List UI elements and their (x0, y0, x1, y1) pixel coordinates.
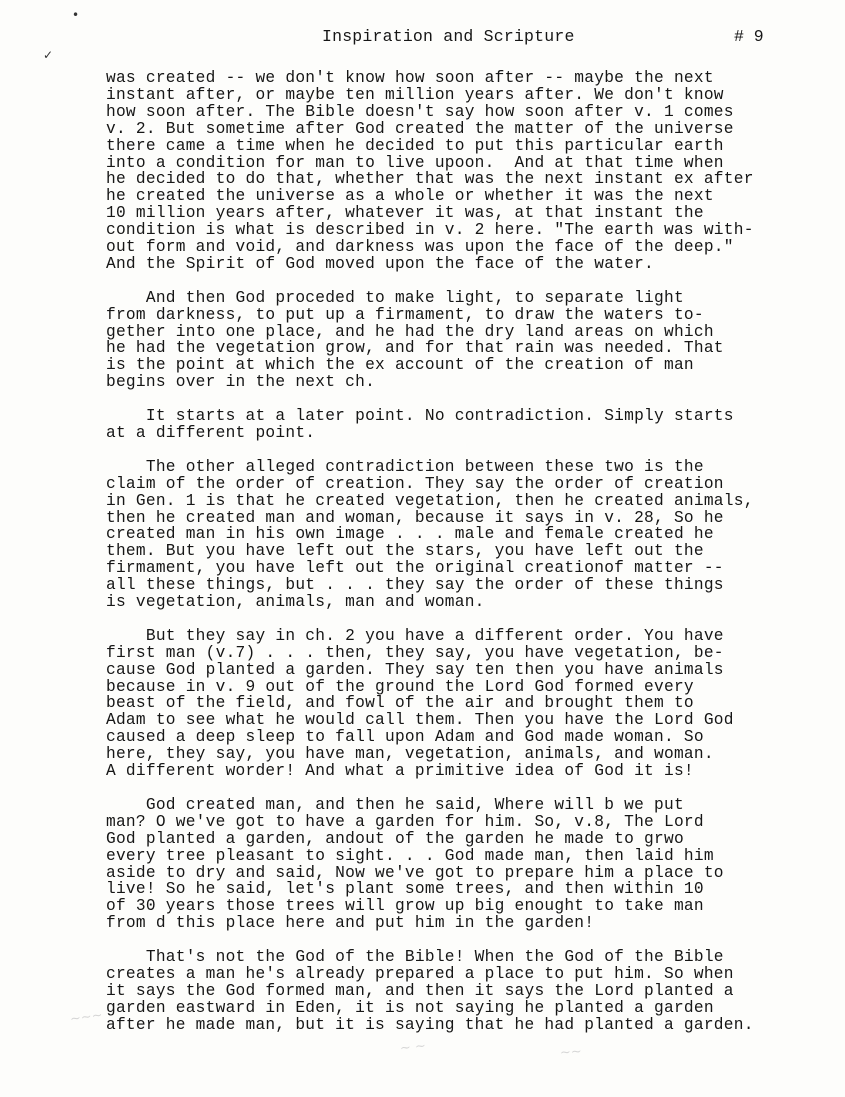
text-line: And the Spirit of God moved upon the face of the water. (106, 254, 655, 273)
text-line: aside to dry and said, Now we've got to prepare him a place to (106, 863, 724, 882)
text-line: It starts at a later point. No contradiction. Simply starts (106, 407, 734, 426)
text-line: caused a deep sleep to fall upon Adam and God made woman. So (106, 728, 704, 747)
document-body (106, 70, 806, 1050)
text-line: God planted a garden, andout of the garden he made to grwo (106, 829, 684, 848)
text-line: instant after, or maybe ten million years after. We don't know (106, 85, 724, 104)
paragraph (106, 70, 806, 273)
text-line: God created man, and then he said, Where will b we put (106, 795, 684, 814)
text-line: he created the universe as a whole or whether it was the next (106, 187, 714, 206)
text-line: created man in his own image . . . male and female created he (106, 525, 714, 544)
text-line: them. But you have left out the stars, you have left out the (106, 542, 704, 561)
bleed-through-scribble: ~ ~ (399, 1038, 427, 1057)
text-line: here, they say, you have man, vegetation, animals, and woman. (106, 745, 714, 764)
text-line: begins over in the next ch. (106, 373, 376, 392)
bleed-through-scribble: ~~~ (69, 1007, 104, 1028)
paragraph (106, 797, 806, 932)
text-line: 10 million years after, whatever it was, at that instant the (106, 204, 704, 223)
text-line: at a different point. (106, 424, 316, 442)
text-line: all these things, but . . . they say the order of these things (106, 576, 724, 595)
text-line: then he created man and woman, because it says in v. 28, So he (106, 508, 724, 527)
text-line: how soon after. The Bible doesn't say how soon after v. 1 comes (106, 102, 734, 121)
text-line: of 30 years those trees will grow up big enought to take man (106, 897, 704, 916)
text-line: live! So he said, let's plant some trees, and then within 10 (106, 880, 704, 899)
text-line: A different worder! And what a primitive idea of God it is! (106, 762, 694, 781)
text-line: But they say in ch. 2 you have a different order. You have (106, 626, 724, 645)
corner-mark: ✓ (43, 48, 54, 62)
text-line: man? O we've got to have a garden for him. So, v.8, The Lord (106, 812, 704, 831)
page-number: # 9 (734, 27, 764, 46)
text-line: from d this place here and put him in the garden! (106, 914, 595, 933)
paragraph (106, 290, 806, 391)
text-line: firmament, you have left out the original creationof matter -- (106, 559, 724, 578)
text-line: claim of the order of creation. They say the order of creation (106, 474, 724, 493)
text-line: The other alleged contradiction between these two is the (106, 457, 704, 476)
text-line: Adam to see what he would call them. Then you have the Lord God (106, 711, 734, 730)
text-line: every tree pleasant to sight. . . God made man, then laid him (106, 846, 714, 865)
text-line: is the point at which the ex account of the creation of man (106, 356, 694, 375)
text-line: And then God proceded to make light, to separate light (106, 288, 684, 307)
paragraph (106, 408, 806, 442)
text-line: was created -- we don't know how soon after -- maybe the next (106, 69, 714, 87)
text-line: it says the God formed man, and then it says the Lord planted a (106, 981, 734, 1000)
paragraph (106, 628, 806, 780)
text-line: in Gen. 1 is that he created vegetation, then he created animals, (106, 491, 754, 510)
text-line: first man (v.7) . . . then, they say, you have vegetation, be- (106, 643, 724, 662)
text-line: he decided to do that, whether that was the next instant ex after (106, 170, 754, 189)
text-line: after he made man, but it is saying that he had planted a garden. (106, 1015, 754, 1034)
text-line: into a condition for man to live upoon. And at that time when (106, 153, 724, 172)
text-line: That's not the God of the Bible! When the God of the Bible (106, 948, 724, 967)
paragraph (106, 459, 806, 611)
page-title: Inspiration and Scripture (322, 27, 575, 46)
text-line: gether into one place, and he had the dry land areas on which (106, 322, 714, 341)
text-line: creates a man he's already prepared a place to put him. So when (106, 964, 734, 983)
paragraph (106, 949, 806, 1034)
text-line: condition is what is described in v. 2 here. "The earth was with- (106, 221, 754, 240)
bleed-through-scribble: ~~ (559, 1044, 583, 1061)
text-line: is vegetation, animals, man and woman. (106, 593, 485, 612)
text-line: beast of the field, and fowl of the air and brought them to (106, 694, 694, 713)
text-line: out form and void, and darkness was upon the face of the deep." (106, 238, 734, 257)
text-line: from darkness, to put up a firmament, to draw the waters to- (106, 305, 704, 324)
text-line: there came a time when he decided to put this particular earth (106, 136, 724, 155)
text-line: garden eastward in Eden, it is not saying he planted a garden (106, 998, 714, 1017)
text-line: he had the vegetation grow, and for that rain was needed. That (106, 339, 724, 358)
text-line: because in v. 9 out of the ground the Lord God formed every (106, 677, 694, 696)
text-line: cause God planted a garden. They say ten then you have animals (106, 660, 724, 679)
corner-mark: • (72, 8, 80, 22)
text-line: v. 2. But sometime after God created the matter of the universe (106, 119, 734, 138)
